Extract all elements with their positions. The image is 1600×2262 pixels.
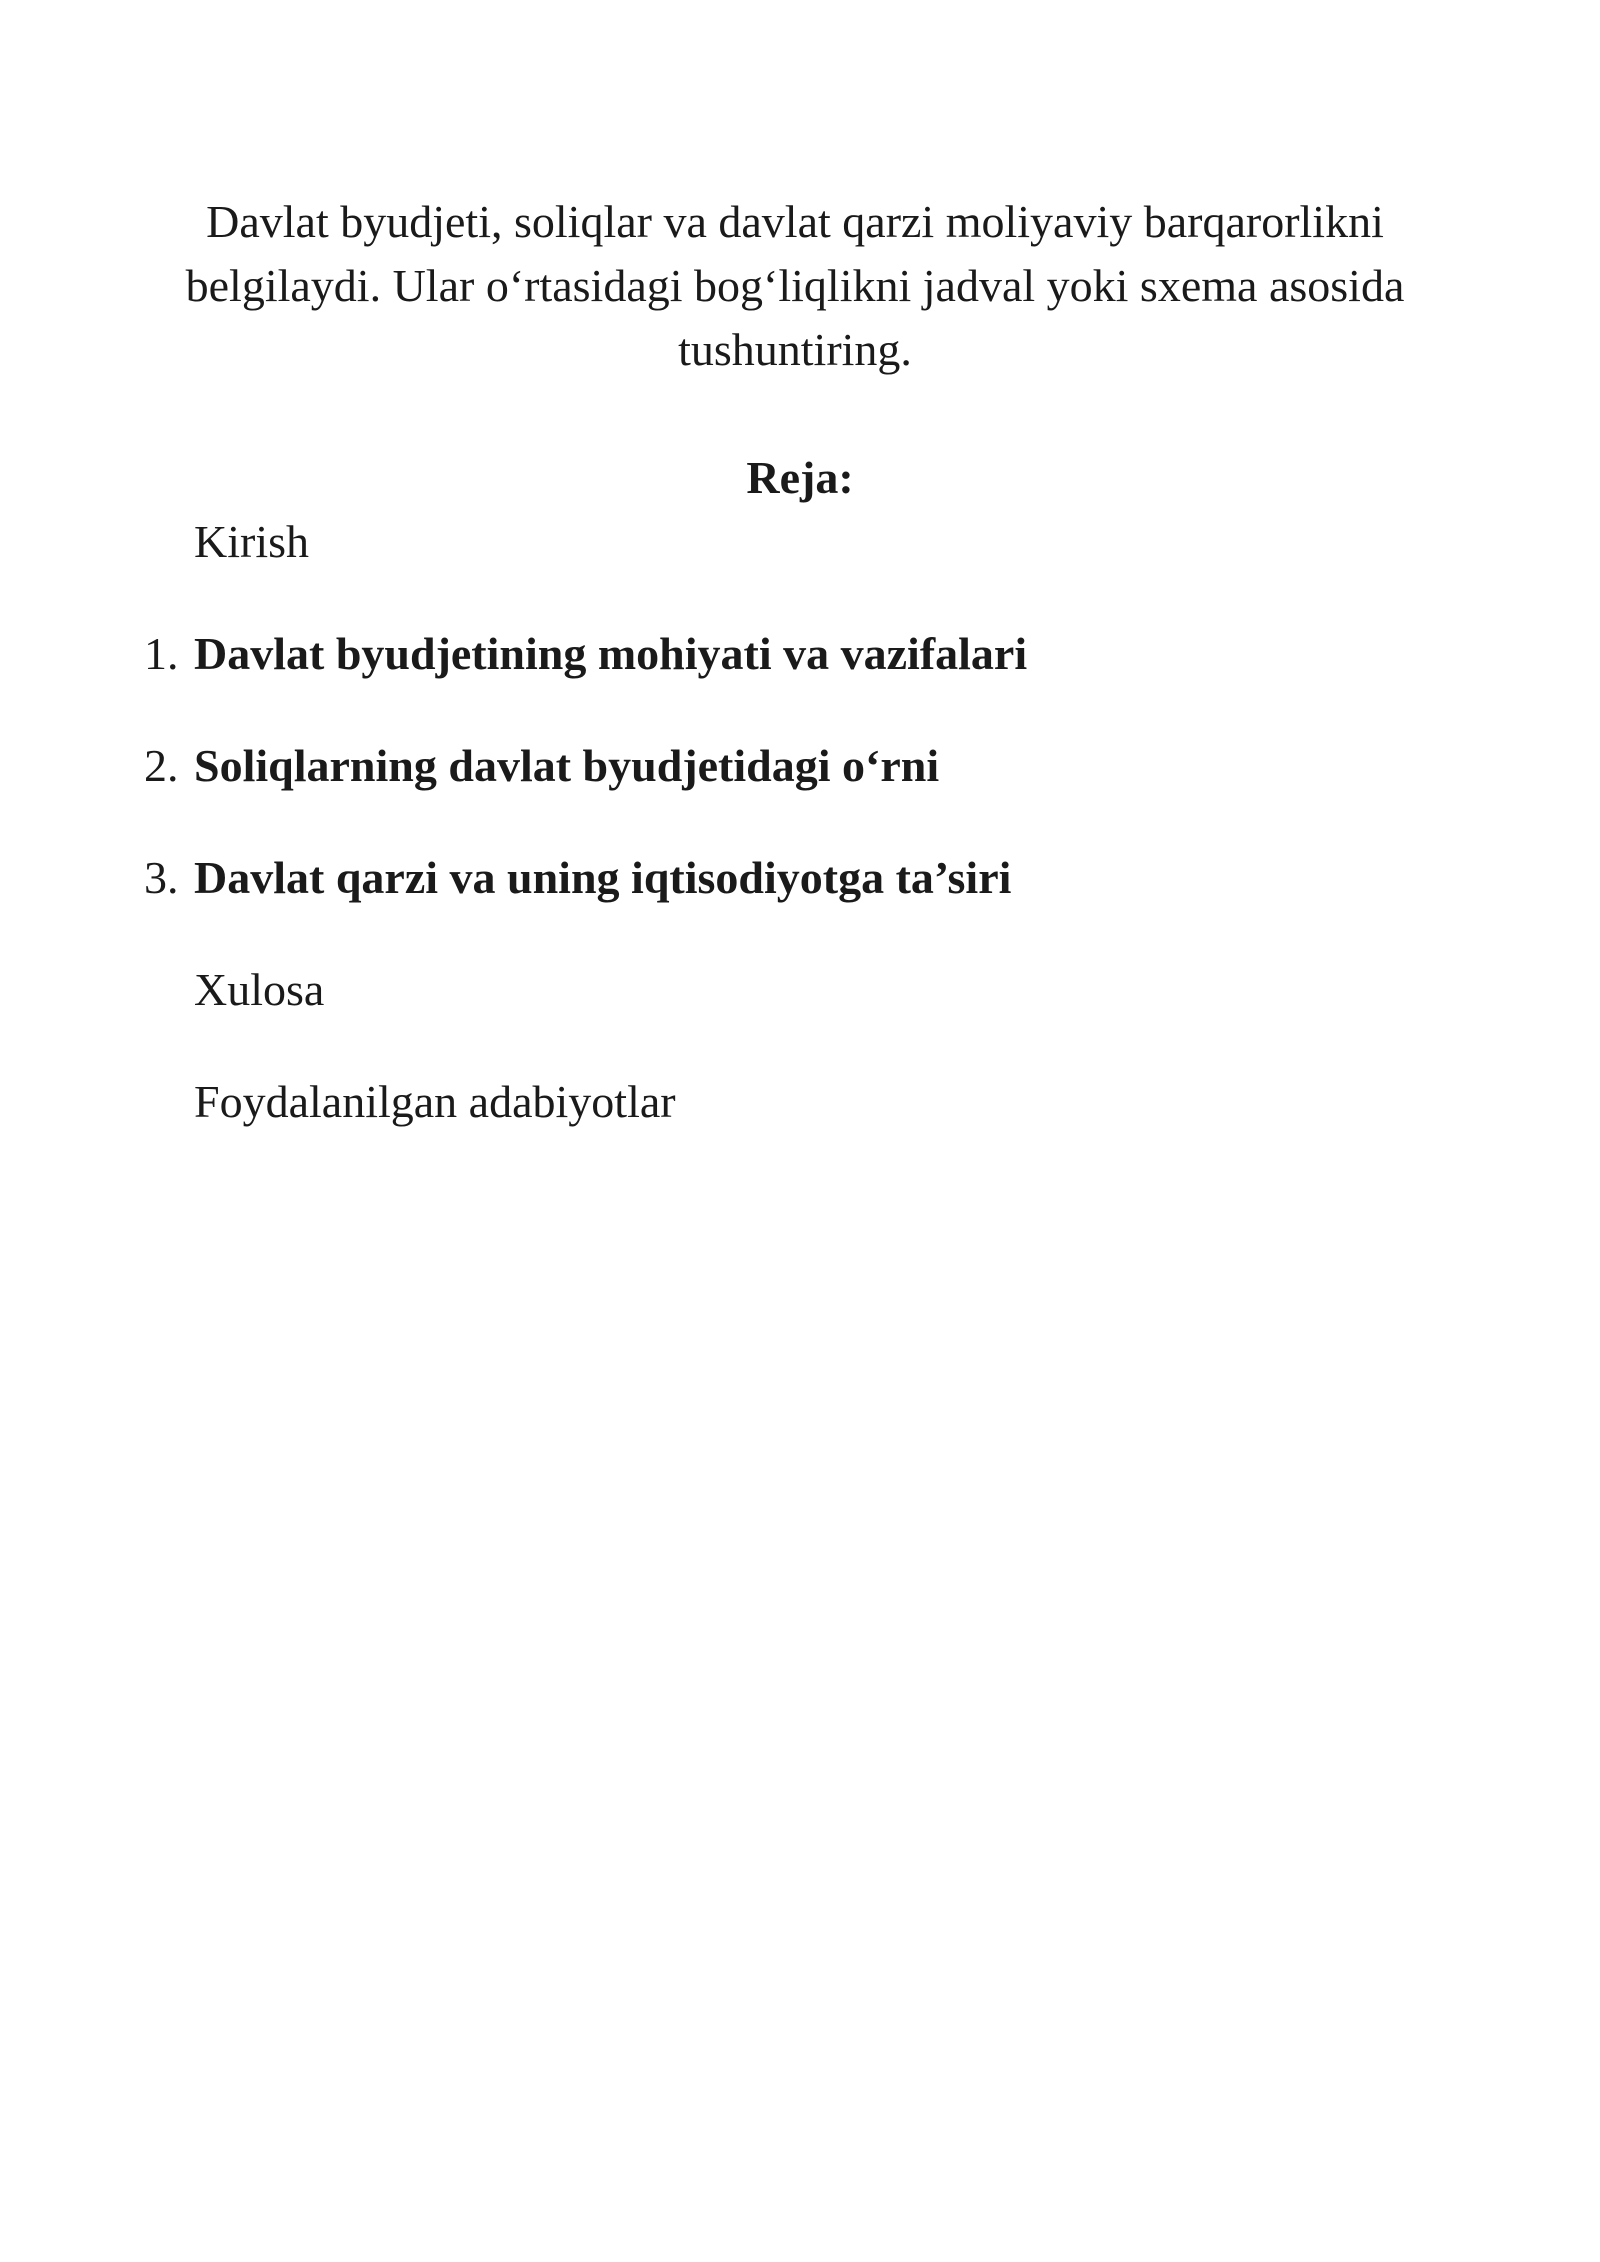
plan-item-text: Foydalanilgan adabiyotlar — [194, 1076, 676, 1127]
plan-item-number: 2. — [144, 740, 179, 791]
plan-item-number: 3. — [144, 852, 179, 903]
intro-paragraph: Davlat byudjeti, soliqlar va davlat qarzi moliyaviy barqarorlikni belgilaydi. Ular o‘rtasidagi bog‘liqlikni jadval yoki sxema asosida tushuntiring. — [185, 196, 1405, 375]
plan-item-text: Davlat qarzi va uning iqtisodiyotga ta’siri — [194, 852, 1012, 903]
plan-item-text: Kirish — [194, 516, 309, 567]
plan-item-text: Davlat byudjetining mohiyati va vazifalari — [194, 628, 1028, 679]
plan-title: Reja: — [746, 452, 854, 503]
plan-item-text: Xulosa — [194, 964, 325, 1015]
plan-item-number: 1. — [144, 628, 179, 679]
plan-item-text: Soliqlarning davlat byudjetidagi o‘rni — [194, 740, 940, 791]
